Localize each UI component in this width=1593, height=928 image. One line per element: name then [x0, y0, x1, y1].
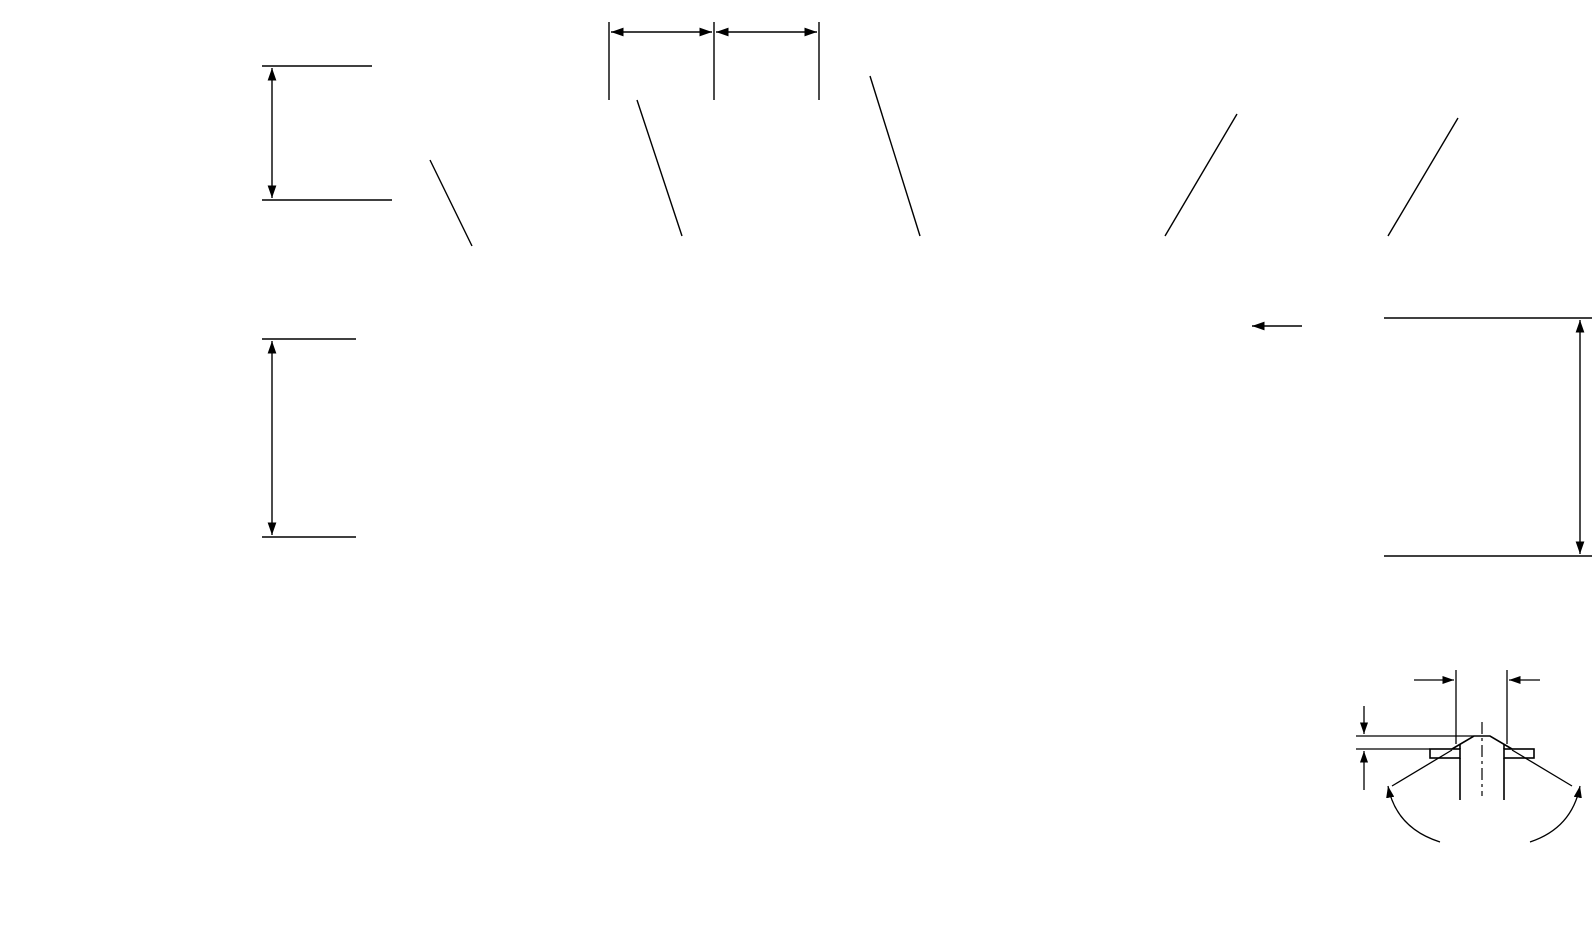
plate-height-dimension: [262, 66, 392, 200]
pitch-dimension: [609, 22, 819, 100]
chain-width-dimensions: [262, 318, 1592, 556]
leaders-top: [430, 76, 1458, 246]
rivet-dimensions: [1356, 670, 1580, 842]
rivet-detail-k: [1430, 722, 1534, 800]
